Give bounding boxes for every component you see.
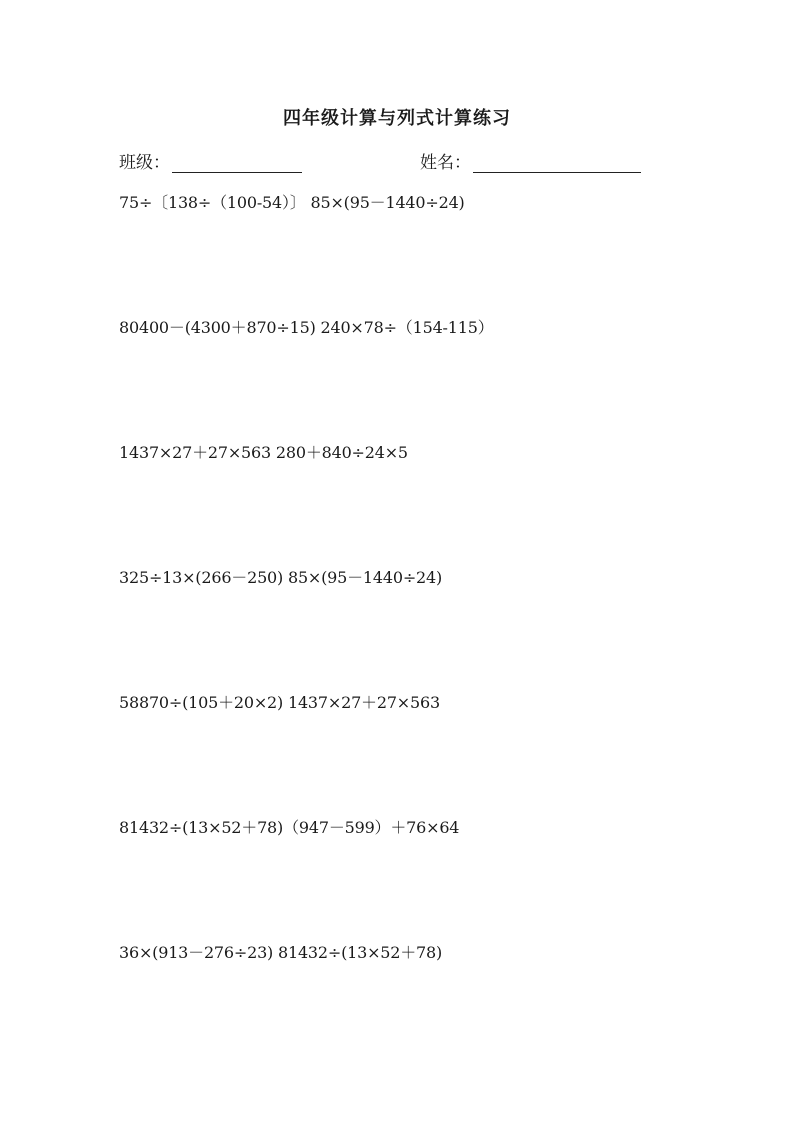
- problem-row-2: 80400－(4300＋870÷15) 240×78÷（154-115）: [119, 318, 494, 337]
- problem-row-4: 325÷13×(266－250) 85×(95－1440÷24): [119, 568, 443, 587]
- problem-row-1: 75÷〔138÷（100-54）〕 85×(95－1440÷24): [119, 193, 465, 212]
- class-blank-line[interactable]: [172, 152, 302, 173]
- name-blank-line[interactable]: [473, 152, 641, 173]
- problem-row-5: 58870÷(105＋20×2) 1437×27＋27×563: [119, 693, 440, 712]
- name-field: [420, 148, 641, 173]
- worksheet-title: 四年级计算与列式计算练习: [283, 108, 511, 129]
- problem-row-7: 36×(913－276÷23) 81432÷(13×52＋78): [119, 943, 443, 962]
- class-field: [119, 148, 302, 173]
- problem-row-3: 1437×27＋27×563 280＋840÷24×5: [119, 443, 408, 462]
- name-label: 姓名：: [420, 153, 471, 173]
- problem-row-6: 81432÷(13×52＋78)（947－599）＋76×64: [119, 818, 460, 837]
- class-label: 班级：: [119, 153, 170, 173]
